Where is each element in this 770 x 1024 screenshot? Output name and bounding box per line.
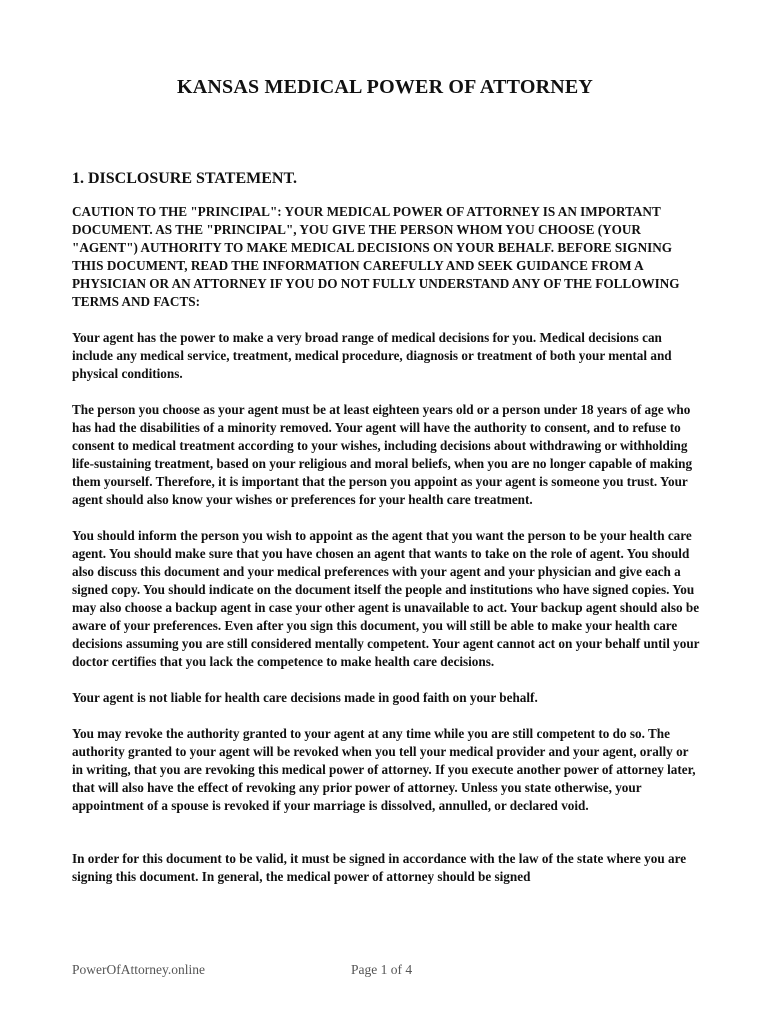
liability-paragraph: Your agent is not liable for health care decisions made in good faith on your behalf.	[72, 690, 538, 705]
agent-power-paragraph: Your agent has the power to make a very broad range of medical decisions for you. Medical decisions can include any medical service, treatment, medical procedure, diagnosis or treatment of both your mental and physical conditions.	[72, 330, 672, 381]
validity-paragraph: In order for this document to be valid, it must be signed in accordance with the law of the state where you are signing this document. In general, the medical power of attorney should be signed	[72, 851, 687, 884]
document-body	[72, 203, 700, 904]
revocation-paragraph: You may revoke the authority granted to your agent at any time while you are still competent to do so. The authority granted to your agent will be revoked when you tell your medical provider and your agent, orally or in writing, that you are revoking this medical power of attorney. If you execute another power of attorney later, that will also have the effect of revoking any prior power of attorney. Unless you state otherwise, your appointment of a spouse is revoked if your marriage is dissolved, annulled, or declared void.	[72, 726, 696, 813]
agent-requirements-paragraph: The person you choose as your agent must be at least eighteen years old or a person under 18 years of age who has had the disabilities of a minority removed. Your agent will have the authority to consent, and to refuse to consent to medical treatment according to your wishes, including decisions about withdrawing or withholding life-sustaining treatment, based on your religious and moral beliefs, when you are no longer capable of making them yourself. Therefore, it is important that the person you appoint as your agent is someone you trust. Your agent should also know your wishes or preferences for your health care treatment.	[72, 402, 693, 507]
document-title: KANSAS MEDICAL POWER OF ATTORNEY	[176, 76, 594, 98]
caution-paragraph: CAUTION TO THE "PRINCIPAL": YOUR MEDICAL POWER OF ATTORNEY IS AN IMPORTANT DOCUMENT. AS THE "PRINCIPAL", YOU GIVE THE PERSON WHOM YOU CHOOSE (YOUR "AGENT") AUTHORITY TO MAKE MEDICAL DECISIONS ON YOUR BEHALF. BEFORE SIGNING THIS DOCUMENT, READ THE INFORMATION CAREFULLY AND SEEK GUIDANCE FROM A PHYSICIAN OR AN ATTORNEY IF YOU DO NOT FULLY UNDERSTAND ANY OF THE FOLLOWING TERMS AND FACTS:	[72, 204, 680, 309]
section-heading: 1. DISCLOSURE STATEMENT.	[72, 170, 297, 187]
inform-agent-paragraph: You should inform the person you wish to appoint as the agent that you want the person to be your health care agent. You should make sure that you have chosen an agent that wants to take on the role of agent. You should also discuss this document and your medical preferences with your agent and your physician and give each a signed copy. You should indicate on the document itself the people and institutions who have signed copies. You may also choose a backup agent in case your other agent is unavailable to act. Your backup agent should also be aware of your preferences. Even after you sign this document, you will still be able to make your health care decisions assuming you are still considered mentally competent. Your agent cannot act on your behalf until your doctor certifies that you lack the competence to make health care decisions.	[72, 528, 700, 669]
page-number: Page 1 of 4	[351, 962, 413, 977]
footer-source: PowerOfAttorney.online	[72, 962, 205, 977]
